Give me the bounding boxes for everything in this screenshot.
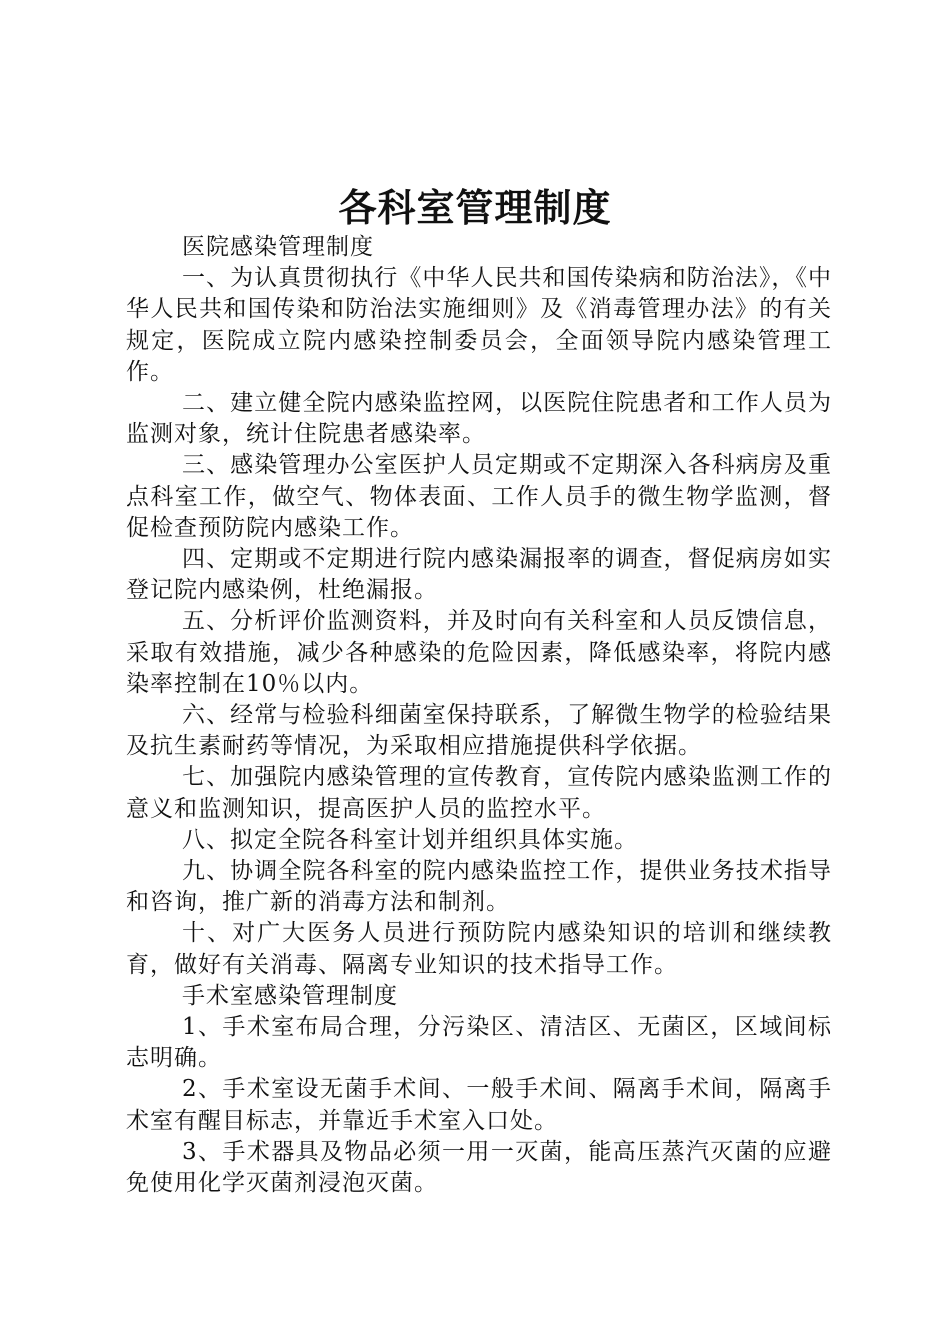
paragraph: 八、拟定全院各科室计划并组织具体实施。: [182, 826, 638, 853]
document-body: [126, 232, 832, 1199]
paragraph: 1、手术室布局合理，分污染区、清洁区、无菌区，区域间标志明确。: [126, 1014, 832, 1072]
paragraph: 3、手术器具及物品必须一用一灭菌，能高压蒸汽灭菌的应避免使用化学灭菌剂浸泡灭菌。: [126, 1138, 832, 1197]
section-heading-infection-management: 医院感染管理制度: [182, 234, 374, 260]
paragraph: 七、加强院内感染管理的宣传教育，宣传院内感染监测工作的意义和监测知识，提高医护人员的监控水平。: [126, 764, 832, 822]
paragraph: 一、为认真贯彻执行《中华人民共和国传染病和防治法》，《中华人民共和国传染和防治法实施细则》及《消毒管理办法》的有关规定，医院成立院内感染控制委员会，全面领导院内感染管理工作。: [126, 265, 832, 385]
paragraph: 2、手术室设无菌手术间、一般手术间、隔离手术间，隔离手术室有醒目标志，并靠近手术室入口处。: [126, 1076, 832, 1134]
paragraph: 九、协调全院各科室的院内感染监控工作，提供业务技术指导和咨询，推广新的消毒方法和制剂。: [126, 858, 832, 916]
paragraph: 三、感染管理办公室医护人员定期或不定期深入各科病房及重点科室工作，做空气、物体表面、工作人员手的微生物学监测，督促检查预防院内感染工作。: [126, 452, 832, 541]
paragraph: 五、分析评价监测资料，并及时向有关科室和人员反馈信息，采取有效措施，减少各种感染的危险因素，降低感染率，将院内感染率控制在10％以内。: [126, 608, 832, 697]
document-title: 各科室管理制度: [338, 185, 612, 230]
paragraph: 四、定期或不定期进行院内感染漏报率的调查，督促病房如实登记院内感染例，杜绝漏报。: [126, 546, 832, 604]
paragraph: 六、经常与检验科细菌室保持联系，了解微生物学的检验结果及抗生素耐药等情况，为采取相应措施提供科学依据。: [126, 702, 832, 760]
paragraph: 十、对广大医务人员进行预防院内感染知识的培训和继续教育，做好有关消毒、隔离专业知识的技术指导工作。: [126, 920, 832, 978]
section-heading-operating-room: 手术室感染管理制度: [182, 982, 398, 1009]
paragraph: 二、建立健全院内感染监控网，以医院住院患者和工作人员为监测对象，统计住院患者感染率。: [126, 390, 832, 448]
